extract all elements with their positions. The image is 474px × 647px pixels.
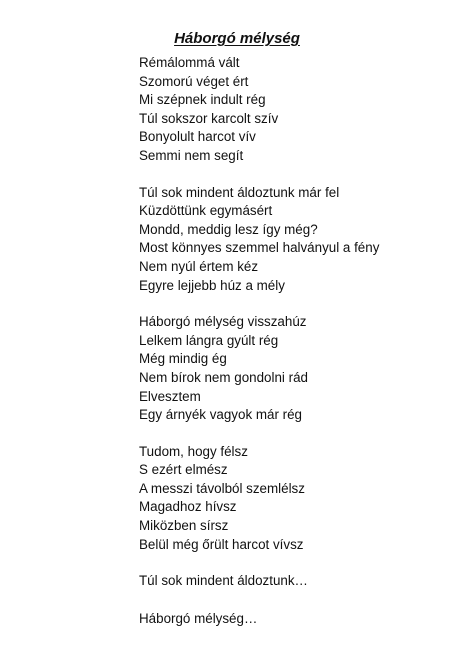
poem-line: Túl sok mindent áldoztunk…	[139, 573, 308, 589]
poem-line: A messzi távolból szemlélsz	[139, 480, 305, 496]
poem-line: Háborgó mélység visszahúz	[139, 314, 307, 330]
poem-line: Szomorú véget ért	[139, 73, 249, 89]
poem-line: Miközben sírsz	[139, 518, 229, 534]
poem-line: Semmi nem segít	[139, 147, 244, 163]
poem-line: Még mindig ég	[139, 351, 227, 367]
poem-line: Mondd, meddig lesz így még?	[139, 221, 318, 237]
poem-line: Mi szépnek indult rég	[139, 92, 266, 108]
stanza-3	[139, 313, 459, 425]
poem-line: Lelkem lángra gyúlt rég	[139, 332, 279, 348]
poem-line: Nem nyúl értem kéz	[139, 258, 259, 274]
stanza-6	[139, 610, 459, 629]
poem-line: Tudom, hogy félsz	[139, 443, 248, 459]
poem-line: Nem bírok nem gondolni rád	[139, 369, 308, 385]
poem-line: Háborgó mélység…	[139, 610, 258, 626]
poem-line: Magadhoz hívsz	[139, 499, 237, 515]
poem-title: Háborgó mélység	[174, 30, 300, 47]
poem-line: Belül még őrült harcot vívsz	[139, 536, 304, 552]
stanza-4	[139, 443, 459, 555]
poem-line: S ezért elmész	[139, 462, 228, 478]
stanza-1	[139, 54, 459, 166]
poem-line: Rémálommá vált	[139, 55, 240, 70]
poem-line: Elvesztem	[139, 388, 201, 404]
poem-line: Egy árnyék vagyok már rég	[139, 407, 302, 423]
poem-line: Küzdöttünk egymásért	[139, 203, 273, 219]
poem-line: Bonyolult harcot vív	[139, 129, 256, 145]
poem-line: Egyre lejjebb húz a mély	[139, 277, 285, 293]
stanza-2	[139, 184, 459, 296]
poem-line: Túl sok mindent áldoztunk már fel	[139, 184, 340, 200]
poem-body	[139, 54, 459, 647]
poem-line: Most könnyes szemmel halványul a fény	[139, 240, 380, 256]
poem-line: Túl sokszor karcolt szív	[139, 110, 279, 126]
stanza-5	[139, 572, 459, 591]
